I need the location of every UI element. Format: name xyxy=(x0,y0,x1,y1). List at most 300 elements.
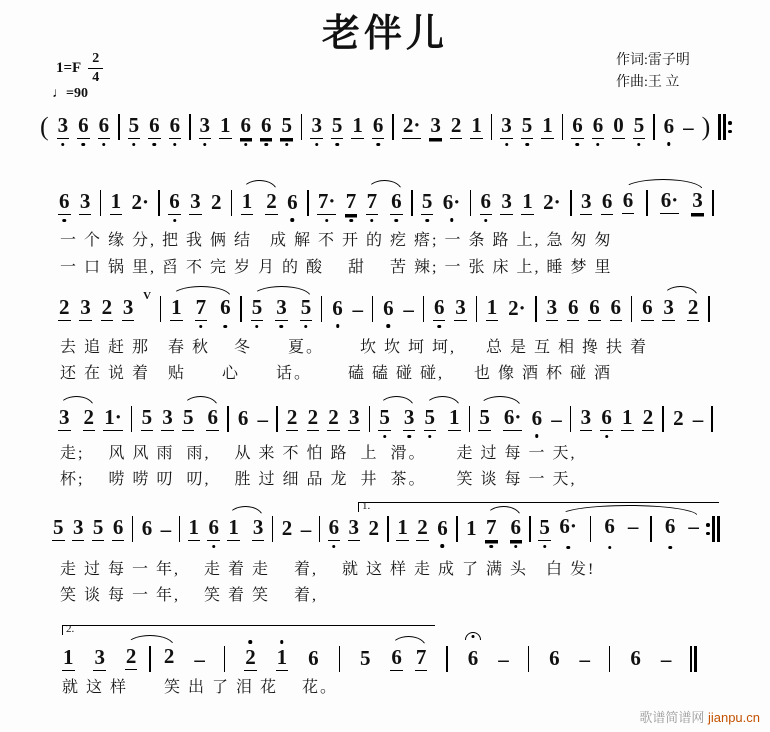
note: 5 xyxy=(421,191,434,215)
dash-note: – xyxy=(257,406,269,431)
note: 6 xyxy=(480,191,493,215)
note: 6· xyxy=(558,516,578,542)
note: 3 xyxy=(546,295,558,319)
barline xyxy=(339,646,341,672)
octave-dot-above xyxy=(280,640,284,644)
barline xyxy=(372,296,374,322)
octave-dot-below xyxy=(437,325,441,329)
note: 5 xyxy=(251,297,264,321)
meter-numerator: 2 xyxy=(88,50,103,69)
note: 1 xyxy=(228,515,239,539)
octave-dot-below xyxy=(605,435,609,439)
note: 3 xyxy=(122,295,134,319)
note: 3 xyxy=(348,405,360,429)
note: 6 xyxy=(148,115,161,139)
octave-dot-below xyxy=(61,143,65,147)
note: 1 xyxy=(63,645,74,669)
note: 2 xyxy=(450,113,462,137)
note: 6 xyxy=(549,645,560,670)
octave-dot-below xyxy=(596,143,600,147)
note: 7 xyxy=(485,517,498,541)
note: 2 xyxy=(266,189,277,213)
octave-dot-below xyxy=(82,143,86,147)
barline xyxy=(446,646,448,672)
octave-dot-below xyxy=(255,325,259,329)
octave-dot-below xyxy=(291,218,295,222)
note: 3 xyxy=(252,515,264,539)
dash-note: – xyxy=(660,646,672,671)
octave-dot-below xyxy=(525,143,529,147)
barline xyxy=(423,296,425,322)
slur xyxy=(622,190,704,216)
time-signature xyxy=(88,50,103,86)
site-url: jianpu.cn xyxy=(707,710,760,725)
note: 6 xyxy=(168,191,181,215)
barline xyxy=(570,190,572,216)
slur xyxy=(366,191,403,215)
note: 3 xyxy=(199,115,212,139)
barline xyxy=(321,296,323,322)
slur xyxy=(170,297,232,321)
barline xyxy=(189,114,191,140)
barline xyxy=(224,646,226,672)
lyricist-credit: 作词:雷子明 xyxy=(616,53,690,68)
barline xyxy=(650,516,652,542)
repeat-end xyxy=(706,516,720,542)
slur xyxy=(58,407,95,431)
octave-dot-below xyxy=(484,219,488,223)
note: 2· xyxy=(543,189,561,214)
note: 6 xyxy=(603,516,616,542)
note: 3 xyxy=(501,189,512,213)
note: 2 xyxy=(307,405,319,429)
octave-dot-below xyxy=(566,546,570,550)
repeat-begin xyxy=(718,114,732,140)
note: 3 xyxy=(72,515,84,539)
note: 2 xyxy=(101,295,113,319)
barline xyxy=(590,516,592,542)
barline xyxy=(411,190,413,216)
octave-dot-below xyxy=(637,143,641,147)
note: 5 xyxy=(331,115,344,139)
dash-note: – xyxy=(498,646,509,671)
octave-dot-below xyxy=(376,143,380,147)
note: 2 xyxy=(642,405,654,429)
note: 1 xyxy=(542,113,553,137)
barline xyxy=(118,114,120,140)
barline xyxy=(301,114,303,140)
key-label: 1=F xyxy=(56,59,82,76)
note: 5 xyxy=(182,405,194,429)
note: 3 xyxy=(275,297,288,321)
octave-dot-below xyxy=(173,219,177,223)
meter-denominator: 4 xyxy=(92,69,100,85)
note: 6 xyxy=(390,191,403,215)
note: 5 xyxy=(359,645,371,670)
slur xyxy=(241,191,278,215)
music-line xyxy=(62,646,697,672)
note: 5 xyxy=(128,115,141,139)
note: 6 xyxy=(600,407,613,431)
octave-dot-below xyxy=(505,143,509,147)
note: 6 xyxy=(589,295,600,319)
note: 6 xyxy=(207,405,218,429)
dash-note: – xyxy=(579,646,590,671)
octave-dot-below xyxy=(224,325,228,329)
octave-dot-above xyxy=(249,640,253,644)
note: 6 xyxy=(219,297,232,321)
note: 1 xyxy=(522,189,533,213)
slur xyxy=(251,297,313,321)
note: 2 xyxy=(125,644,137,668)
lyric-line: 杯; 唠 唠 叨 叨, 胜 过 细 品 龙 井 茶。 笑 谈 每 一 天, xyxy=(60,471,577,488)
slur xyxy=(378,407,415,431)
tempo-value: =90 xyxy=(66,86,88,101)
note: 3 xyxy=(692,188,703,212)
octave-dot-below xyxy=(244,143,248,147)
note: 2· xyxy=(131,189,150,214)
octave-dot-below xyxy=(285,143,289,147)
barline xyxy=(562,114,564,140)
slur xyxy=(662,297,699,321)
credits xyxy=(616,50,690,93)
slur xyxy=(485,517,522,541)
barline xyxy=(100,190,102,216)
octave-dot-below xyxy=(173,143,177,147)
octave-dot-below xyxy=(395,219,399,223)
barline xyxy=(132,516,134,542)
note: 6 xyxy=(622,188,634,212)
note: 2 xyxy=(328,405,339,429)
note: 7 xyxy=(415,645,427,669)
octave-dot-below xyxy=(490,545,494,549)
dash-note: – xyxy=(194,646,205,671)
barline xyxy=(131,406,133,432)
note: 3 xyxy=(430,113,441,137)
note: 6 xyxy=(571,115,584,139)
note: 5 xyxy=(141,405,153,429)
lyric-line: 就 这 样 笑 出 了 泪 花 花。 xyxy=(62,679,339,696)
octave-dot-below xyxy=(212,545,216,549)
note: 5 xyxy=(300,297,313,321)
note: 2 xyxy=(687,295,699,319)
octave-dot-below xyxy=(576,143,580,147)
octave-dot-below xyxy=(387,324,391,328)
music-line xyxy=(52,516,720,542)
barline xyxy=(307,190,309,216)
note: 6 xyxy=(141,515,153,540)
note: 1 xyxy=(188,515,199,539)
barline xyxy=(528,646,530,672)
final-barline xyxy=(690,646,697,672)
slur xyxy=(558,516,699,542)
volta-label: 2. xyxy=(66,623,75,635)
octave-dot-below xyxy=(199,325,203,329)
note: 2 xyxy=(281,515,293,540)
note: 6· xyxy=(660,188,679,212)
note: 6 xyxy=(664,516,677,542)
note: 5 xyxy=(479,405,490,429)
note: 6 xyxy=(382,298,395,321)
barline xyxy=(712,190,714,216)
note: 0 xyxy=(613,113,624,137)
barline xyxy=(319,516,321,542)
tempo-marking xyxy=(52,86,88,102)
lyric-line: 还 在 说 着 贴 心 话。 磕 磕 碰 碰, 也 像 酒 杯 碰 酒 xyxy=(60,365,613,382)
barline xyxy=(179,516,181,542)
octave-dot-below xyxy=(668,546,672,550)
note: 2 xyxy=(244,647,257,671)
note: 6 xyxy=(112,515,124,539)
note: 6 xyxy=(328,517,341,541)
note: 2 xyxy=(59,295,70,319)
barline xyxy=(456,516,458,542)
parenthesis: ) xyxy=(701,112,711,141)
octave-dot-below xyxy=(450,218,454,222)
barline xyxy=(631,296,633,322)
note: 6 xyxy=(391,645,402,669)
note: 5 xyxy=(280,115,293,139)
octave-dot-below xyxy=(543,545,547,549)
note: 6 xyxy=(207,517,220,541)
dash-note: – xyxy=(627,514,639,538)
lyric-line: 一 个 缘 分, 把 我 俩 结 成 解 不 开 的 疙 瘩; 一 条 路 上, 急 匆 匆 xyxy=(60,232,613,249)
volta-label: 1. xyxy=(362,500,371,512)
lyric-line: 笑 谈 每 一 年, 笑 着 笑 着, xyxy=(60,587,319,604)
note: 3 xyxy=(79,189,91,213)
note: 3 xyxy=(190,189,201,213)
note: 6 xyxy=(610,295,621,319)
note: 3 xyxy=(80,295,91,319)
note: 1 xyxy=(622,405,633,429)
note: 2 xyxy=(286,405,298,429)
note: 5 xyxy=(92,515,104,539)
note: 3 xyxy=(663,295,674,319)
octave-dot-below xyxy=(370,219,374,223)
octave-dot-below xyxy=(428,435,432,439)
note: 6 xyxy=(601,189,613,213)
note: 6 xyxy=(260,115,273,139)
music-line xyxy=(58,289,710,322)
repeat-dots xyxy=(706,523,710,535)
note: 1 xyxy=(466,515,477,540)
note: 3 xyxy=(59,405,70,429)
note: 6 xyxy=(436,518,449,541)
note: 3 xyxy=(403,407,416,431)
composer-credit: 作曲:王 立 xyxy=(616,74,680,90)
barline xyxy=(646,190,648,216)
music-line xyxy=(58,190,714,216)
octave-dot-below xyxy=(335,143,339,147)
barline xyxy=(529,516,531,542)
note: 6 xyxy=(331,298,344,321)
slur xyxy=(390,647,427,671)
note: 6 xyxy=(372,115,385,139)
fermata-icon xyxy=(465,632,481,640)
note: 6 xyxy=(77,115,90,139)
note: 6 xyxy=(286,192,299,215)
barline xyxy=(491,114,493,140)
note: 2 xyxy=(417,515,428,539)
octave-dot-below xyxy=(332,545,336,549)
note: 1 xyxy=(397,515,408,539)
note: 3 xyxy=(162,405,173,429)
note: 7 xyxy=(345,191,358,215)
octave-dot-below xyxy=(102,143,106,147)
dash-note: – xyxy=(683,114,694,139)
note: 5 xyxy=(53,515,64,539)
note: 6 xyxy=(433,297,446,321)
lyric-line: 走; 风 风 雨 雨, 从 来 不 怕 路 上 滑。 走 过 每 一 天, xyxy=(60,445,577,462)
note: 1 xyxy=(110,189,122,213)
note: 6 xyxy=(237,405,249,430)
lyric-line: 去 追 赶 那 春 秋 冬 夏。 坎 坎 坷 坷, 总 是 互 相 搀 扶 着 xyxy=(60,339,649,356)
note: 3 xyxy=(57,115,70,139)
dash-note: – xyxy=(300,516,312,541)
song-title: 老伴儿 xyxy=(321,13,448,55)
quarter-note-icon: ♩ xyxy=(52,86,66,101)
note: 3 xyxy=(348,515,359,539)
octave-dot-below xyxy=(304,325,308,329)
note: 1 xyxy=(276,647,289,671)
barline xyxy=(272,516,274,542)
note: 7 xyxy=(195,297,208,321)
note: 5 xyxy=(378,407,391,431)
barline xyxy=(476,296,478,322)
note: 1 xyxy=(171,295,182,319)
dash-note: – xyxy=(692,406,704,431)
repeat-dots xyxy=(728,121,732,133)
barline xyxy=(369,406,371,432)
barline xyxy=(392,114,394,140)
note: 3 xyxy=(94,645,105,669)
octave-dot-below xyxy=(349,219,353,223)
barline xyxy=(535,296,537,322)
music-line-intro xyxy=(40,114,732,140)
octave-dot-below xyxy=(514,545,518,549)
barline xyxy=(387,516,389,542)
note: 5 xyxy=(424,407,437,431)
note: 6 xyxy=(663,116,676,139)
octave-dot-below xyxy=(203,143,207,147)
barline xyxy=(240,296,242,322)
barline xyxy=(653,114,655,140)
dash-note: – xyxy=(352,296,364,321)
barline xyxy=(609,646,611,672)
octave-dot-below xyxy=(441,544,445,548)
note: 5 xyxy=(521,115,534,139)
note: 5 xyxy=(633,115,646,139)
note: 6 xyxy=(240,115,253,139)
octave-dot-below xyxy=(153,143,157,147)
note: 3 xyxy=(500,115,513,139)
note: 6· xyxy=(503,405,522,429)
note: 2 xyxy=(673,405,684,430)
barline xyxy=(149,646,151,672)
dash-note: – xyxy=(551,406,562,431)
octave-dot-below xyxy=(280,325,284,329)
barline xyxy=(470,190,472,216)
note: 6 xyxy=(58,191,71,215)
octave-dot-below xyxy=(407,435,411,439)
octave-dot-below xyxy=(383,435,387,439)
octave-dot-below xyxy=(132,143,136,147)
barline xyxy=(662,406,664,432)
dash-note: – xyxy=(403,296,414,321)
slur xyxy=(478,407,522,431)
note: 1 xyxy=(352,113,363,137)
note: 6 xyxy=(642,295,653,319)
octave-dot-below xyxy=(535,434,539,438)
key-signature xyxy=(56,50,103,86)
note: 1 xyxy=(241,189,253,213)
dash-note: – xyxy=(160,516,172,541)
note: 2 xyxy=(211,189,222,214)
note: 2 xyxy=(368,515,379,540)
note: 6 xyxy=(592,115,605,139)
slur xyxy=(424,407,461,431)
barline xyxy=(570,406,572,432)
note: 1 xyxy=(220,113,231,137)
octave-dot-below xyxy=(336,324,340,328)
lyric-line: 一 口 锅 里, 舀 不 完 岁 月 的 酸 甜 苦 辣; 一 张 床 上, 睡 梦 里 xyxy=(60,259,613,276)
note: 3 xyxy=(310,115,323,139)
site-name: 歌谱简谱网 xyxy=(639,710,708,725)
note: 6 xyxy=(467,648,480,671)
octave-dot-below xyxy=(608,546,612,550)
music-line xyxy=(58,406,713,432)
volta-bracket xyxy=(62,625,435,635)
note: 6 xyxy=(630,645,641,670)
note: 2 xyxy=(83,405,94,429)
barline xyxy=(469,406,471,432)
octave-dot-below xyxy=(63,219,67,223)
note: 1 xyxy=(449,405,460,429)
lyric-line: 走 过 每 一 年, 走 着 走 着, 就 这 样 走 成 了 满 头 白 发! xyxy=(60,561,596,578)
slur xyxy=(125,646,176,672)
note: 2· xyxy=(402,113,421,137)
barline xyxy=(276,406,278,432)
note: 1 xyxy=(486,295,498,319)
note: 6 xyxy=(98,115,111,139)
slur xyxy=(227,517,264,541)
dash-note: – xyxy=(688,514,699,538)
note: 6 xyxy=(567,295,579,319)
note: 5 xyxy=(538,517,551,541)
octave-dot-below xyxy=(325,219,329,223)
note: 3 xyxy=(580,405,592,429)
watermark xyxy=(639,707,760,726)
octave-dot-below xyxy=(425,219,429,223)
note: 6· xyxy=(442,192,462,215)
slur xyxy=(182,407,219,431)
parenthesis: ( xyxy=(40,112,49,141)
barline xyxy=(227,406,229,432)
note: 7 xyxy=(366,191,379,215)
barline xyxy=(158,190,160,216)
barline xyxy=(231,190,233,216)
note: 7· xyxy=(317,191,337,215)
breath-mark: V xyxy=(143,289,152,302)
barline xyxy=(708,296,710,322)
octave-dot-below xyxy=(264,143,268,147)
note: 2· xyxy=(508,295,526,320)
note: 2 xyxy=(163,644,175,668)
note: 1· xyxy=(104,405,122,429)
barline xyxy=(711,406,713,432)
note: 3 xyxy=(455,295,466,319)
note: 6 xyxy=(308,645,319,670)
